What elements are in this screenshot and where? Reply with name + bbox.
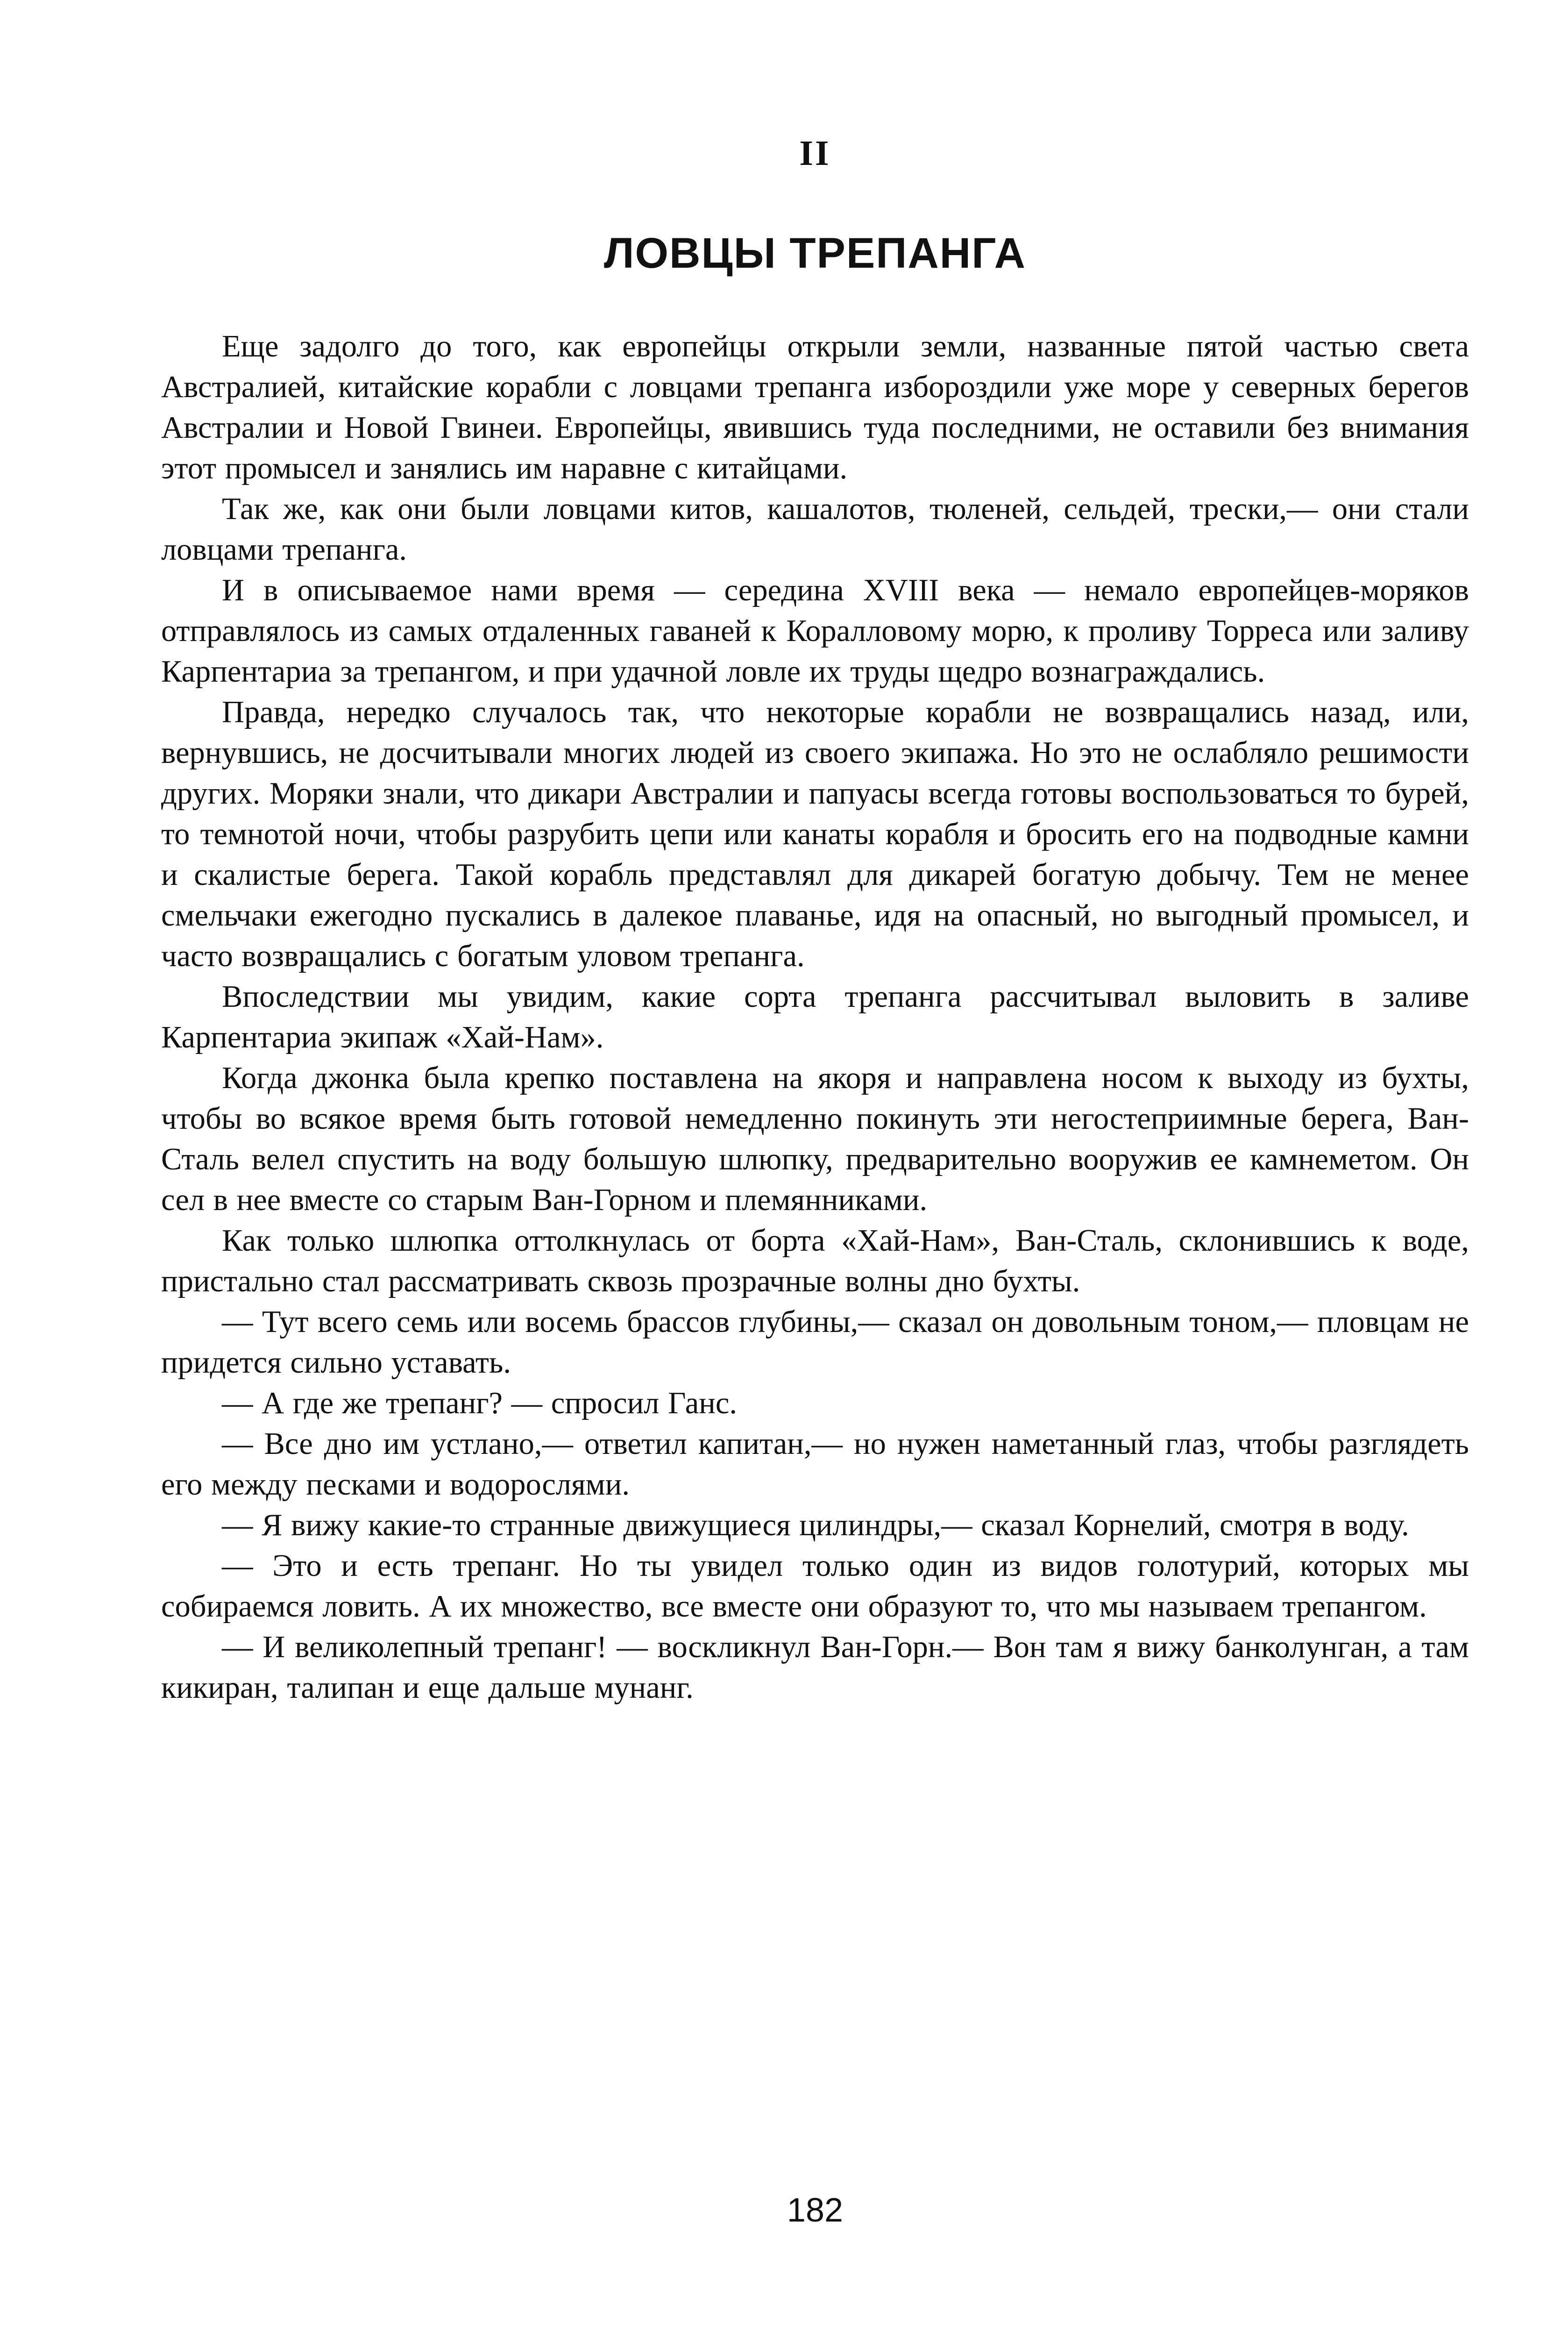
page-number: 182 <box>787 2192 844 2229</box>
chapter-title: ЛОВЦЫ ТРЕПАНГА <box>603 229 1027 277</box>
paragraph: Впоследствии мы увидим, какие сорта трепанга рассчитывал выловить в заливе Карпентариа экипаж «Хай-Нам». <box>161 980 1469 1054</box>
dialog-line: — Это и есть трепанг. Но ты увидел только один из видов голотурий, которых мы собираемся ловить. А их множество, все вместе они образуют то, что мы называем трепангом. <box>161 1549 1469 1624</box>
dialog-line: — Я вижу какие-то странные движущиеся цилиндры,— сказал Корнелий, смотря в воду. <box>222 1508 1409 1542</box>
dialog-line: — А где же трепанг? — спросил Ганс. <box>222 1386 738 1420</box>
body-text <box>161 326 1469 1708</box>
dialog-line: — Тут всего семь или восемь брассов глубины,— сказал он довольным тоном,— пловцам не придется сильно уставать. <box>161 1305 1469 1380</box>
paragraph: Когда джонка была крепко поставлена на якоря и направлена носом к выходу из бухты, чтобы во всякое время быть готовой немедленно покинуть эти негостеприимные берега, Ван-Сталь велел спустить на воду большую шлюпку, предварительно вооружив ее камнеметом. Он сел в нее вместе со старым Ван-Горном и племянниками. <box>161 1061 1469 1217</box>
paragraph: Так же, как они были ловцами китов, кашалотов, тюленей, сельдей, трески,— они стали ловцами трепанга. <box>161 492 1469 567</box>
paragraph: Еще задолго до того, как европейцы открыли земли, названные пятой частью света Австралией, китайские корабли с ловцами трепанга избороздили уже море у северных берегов Австралии и Новой Гвинеи. Европейцы, явившись туда последними, не оставили без внимания этот промысел и занялись им наравне с китайцами. <box>161 329 1469 485</box>
chapter-number: II <box>799 134 831 173</box>
paragraph: Как только шлюпка оттолкнулась от борта «Хай-Нам», Ван-Сталь, склонившись к воде, пристально стал рассматривать сквозь прозрачные волны дно бухты. <box>161 1224 1469 1298</box>
book-page <box>161 107 1469 2336</box>
dialog-line: — И великолепный трепанг! — воскликнул Ван-Горн.— Вон там я вижу банколунган, а там кикиран, талипан и еще дальше мунанг. <box>161 1630 1469 1705</box>
paragraph: Правда, нередко случалось так, что некоторые корабли не возвращались назад, или, вернувшись, не досчитывали многих людей из своего экипажа. Но это не ослабляло решимости других. Моряки знали, что дикари Австралии и папуасы всегда готовы воспользоваться то бурей, то темнотой ночи, чтобы разрубить цепи или канаты корабля и бросить его на подводные камни и скалистые берега. Такой корабль представлял для дикарей богатую добычу. Тем не менее смельчаки ежегодно пускались в далекое плаванье, идя на опасный, но выгодный промысел, и часто возвращались с богатым уловом трепанга. <box>161 695 1469 973</box>
dialog-line: — Все дно им устлано,— ответил капитан,— но нужен наметанный глаз, чтобы разглядеть его между песками и водорослями. <box>161 1427 1469 1502</box>
paragraph: И в описываемое нами время — середина XVIII века — немало европейцев-моряков отправлялось из самых отдаленных гаваней к Коралловому морю, к проливу Торреса или заливу Карпентариа за трепангом, и при удачной ловле их труды щедро вознаграждались. <box>161 573 1469 689</box>
